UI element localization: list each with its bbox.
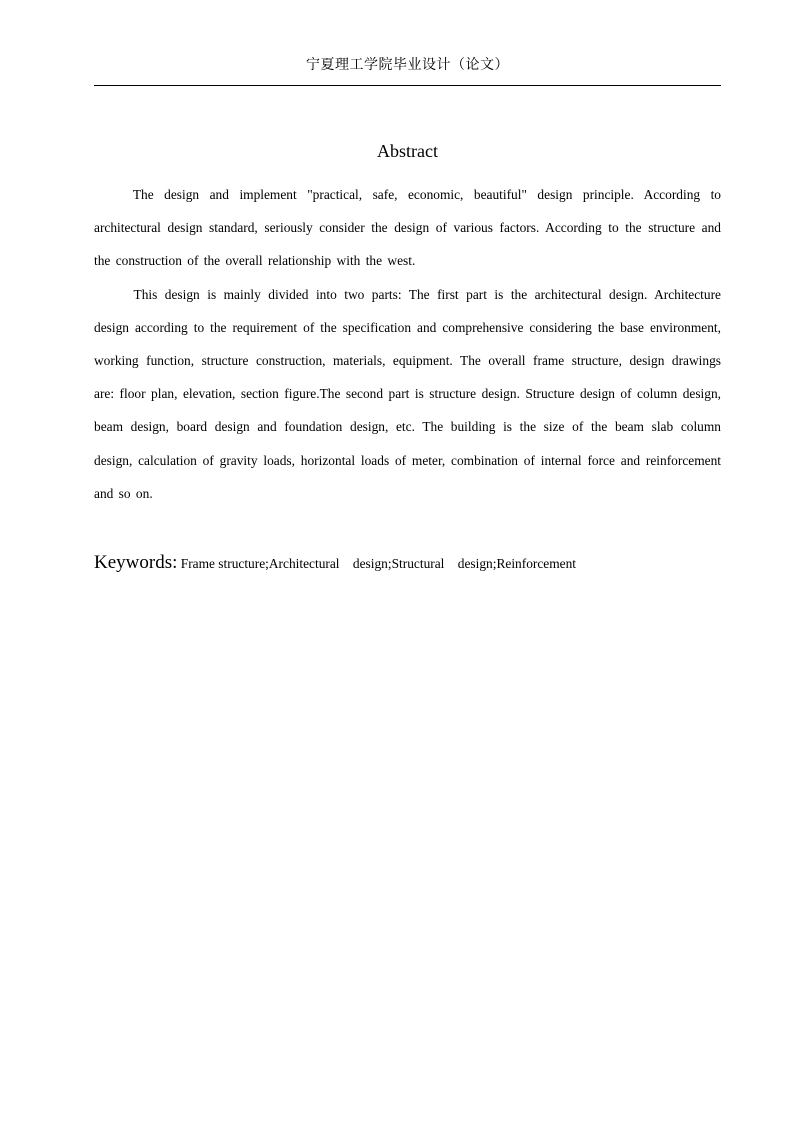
keywords-text: Frame structure;Architectural design;Structural design;Reinforcement: [180, 556, 577, 571]
abstract-body: [94, 178, 721, 510]
keywords-label: Keywords:: [94, 552, 178, 573]
header-divider: [94, 85, 721, 86]
abstract-title: Abstract: [377, 141, 438, 161]
keywords-line: [94, 552, 734, 574]
abstract-paragraph-1: The design and implement "practical, safe, economic, beautiful" design principle. According to architectural design standard, seriously consider the design of various factors. According to the structure and the construction of the overall relationship with the west.: [94, 187, 721, 269]
running-header: 宁夏理工学院毕业设计（论文）: [306, 57, 509, 73]
abstract-paragraph-2: This design is mainly divided into two parts: The first part is the architectural design. Architecture design according to the requirement of the specification and comprehensive considering the base environment, working function, structure construction, materials, equipment. The overall frame structure, design drawings are: floor plan, elevation, section figure.The second part is structure design. Structure design of column design, beam design, board design and foundation design, etc. The building is the size of the beam slab column design, calculation of gravity loads, horizontal loads of meter, combination of internal force and reinforcement and so on.: [94, 286, 721, 501]
